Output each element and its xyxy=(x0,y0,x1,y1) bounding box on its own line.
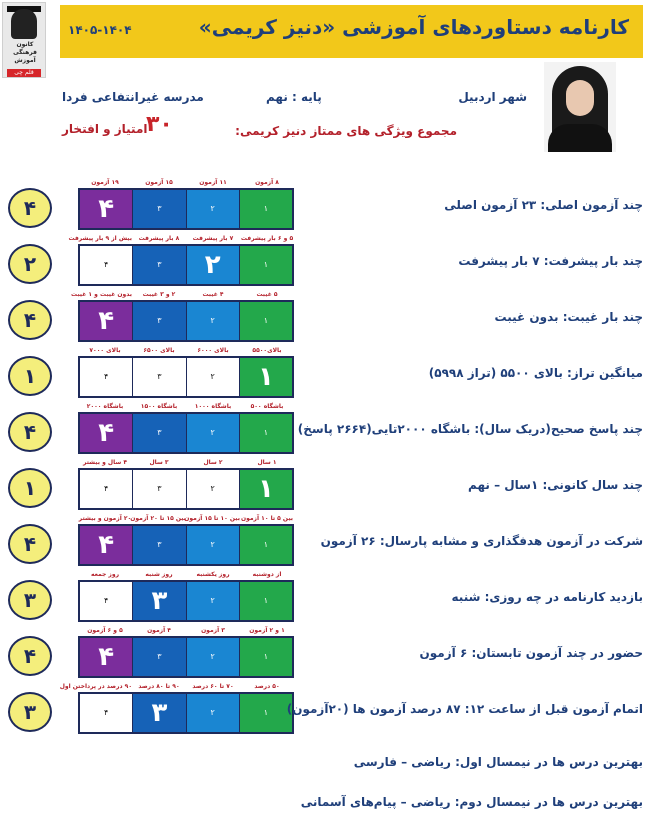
tier-label: ۱۹ آزمون xyxy=(91,179,119,186)
tier-box-selected: ۴ xyxy=(80,638,132,676)
tier-label: بالای ۶۵۰۰ xyxy=(143,347,175,354)
tier-box: ۲ xyxy=(187,414,239,452)
tier-label: ۴ آزمون xyxy=(147,627,171,634)
achievement-row xyxy=(0,628,647,680)
tier-box-selected: ۱ xyxy=(240,470,292,508)
tier-box: ۲ xyxy=(187,638,239,676)
tier-boxes xyxy=(78,412,294,454)
logo-band: قلم چی xyxy=(7,69,41,77)
tier-label: باشگاه ۱۰۰۰ xyxy=(194,403,232,410)
tier-box: ۳ xyxy=(133,358,185,396)
tier-label: ۵۰ درصد xyxy=(254,683,280,690)
tier-label: ۸ بار پیشرفت xyxy=(138,235,180,242)
tier-label: ۱ سال xyxy=(257,459,277,466)
tier-label: ۸ آزمون xyxy=(255,179,279,186)
achievement-row xyxy=(0,236,647,288)
tier-box-selected: ۴ xyxy=(80,526,132,564)
tier-label: بالای۵۵۰۰ xyxy=(252,347,282,354)
row-description: چند پاسخ صحیح(دریک سال): باشگاه ۲۰۰۰تایی(۲۶۶۴ پاسخ) xyxy=(297,422,643,436)
tier-box: ۳ xyxy=(133,246,185,284)
tier-label: ۱۵ آزمون xyxy=(145,179,173,186)
tier-label: باشگاه ۱۵۰۰ xyxy=(140,403,178,410)
logo-line-3: آموزش xyxy=(14,57,36,64)
total-score: ۳۰ xyxy=(146,112,173,137)
tier-label: ۲۰ آزمون و بیشتر xyxy=(78,515,132,522)
achievement-row xyxy=(0,180,647,232)
row-description: چند بار پیشرفت: ۷ بار پیشرفت xyxy=(458,254,643,268)
tier-box-selected: ۴ xyxy=(80,302,132,340)
tier-label: ۵ و ۶ بار پیشرفت xyxy=(240,235,294,242)
tier-label: باشگاه ۵۰۰ xyxy=(250,403,284,410)
achievement-row xyxy=(0,292,647,344)
tier-boxes xyxy=(78,244,294,286)
tier-box: ۲ xyxy=(187,694,239,732)
row-score-circle: ۴ xyxy=(8,636,52,676)
row-score-circle: ۱ xyxy=(8,468,52,508)
tier-box: ۱ xyxy=(240,414,292,452)
graduate-figure-icon xyxy=(11,9,37,39)
tier-label: ۲ و ۳ غیبت xyxy=(142,291,176,298)
row-score-circle: ۳ xyxy=(8,692,52,732)
tier-box: ۳ xyxy=(133,526,185,564)
tier-label: ۱ و ۲ آزمون xyxy=(249,627,285,634)
tier-label: بین ۱۰ تا ۱۵ آزمون xyxy=(184,515,240,522)
tier-label: بدون غیبت و ۱ غیبت xyxy=(70,291,132,298)
tier-boxes xyxy=(78,636,294,678)
student-photo xyxy=(544,62,616,152)
tier-label: بالای ۶۰۰۰ xyxy=(197,347,229,354)
tier-box: ۱ xyxy=(240,526,292,564)
tier-box: ۴ xyxy=(80,470,132,508)
tier-label: بالای ۷۰۰۰ xyxy=(89,347,121,354)
tier-boxes xyxy=(78,692,294,734)
tier-label: بین ۱۵ تا ۲۰ آزمون xyxy=(130,515,186,522)
row-score-circle: ۴ xyxy=(8,188,52,228)
best-subjects-first-half: بهترین درس ها در نیمسال اول: ریاضی – فارسی xyxy=(353,755,643,769)
tier-box-selected: ۳ xyxy=(133,582,185,620)
tier-box: ۲ xyxy=(187,526,239,564)
tier-label: روز یکشنبه xyxy=(196,571,230,578)
tier-boxes xyxy=(78,580,294,622)
tier-box: ۲ xyxy=(187,470,239,508)
tier-box: ۴ xyxy=(80,582,132,620)
achievement-row xyxy=(0,572,647,624)
tier-box-selected: ۳ xyxy=(133,694,185,732)
kanoon-logo xyxy=(2,2,46,78)
row-description: حضور در چند آزمون تابستان: ۶ آزمون xyxy=(419,646,643,660)
tier-boxes xyxy=(78,524,294,566)
tier-boxes xyxy=(78,188,294,230)
row-description: چند بار غیبت: بدون غیبت xyxy=(494,310,643,324)
row-score-circle: ۲ xyxy=(8,244,52,284)
achievement-row xyxy=(0,348,647,400)
tier-box: ۱ xyxy=(240,190,292,228)
row-score-circle: ۴ xyxy=(8,412,52,452)
tier-label: ۲ سال xyxy=(203,459,223,466)
tier-box: ۴ xyxy=(80,358,132,396)
tier-label: ۴ غیبت xyxy=(202,291,224,298)
title-bar xyxy=(60,5,643,58)
tier-label: باشگاه ۲۰۰۰ xyxy=(86,403,124,410)
tier-label: ۱۱ آزمون xyxy=(199,179,227,186)
student-grade: پایه : نهم xyxy=(266,90,322,104)
tier-box: ۳ xyxy=(133,302,185,340)
tier-label: ۹۰ درصد در پرداختن اول xyxy=(59,683,132,690)
achievement-row xyxy=(0,460,647,512)
row-score-circle: ۴ xyxy=(8,300,52,340)
best-subjects-second-half: بهترین درس ها در نیمسال دوم: ریاضی – پیام‌های آسمانی xyxy=(300,795,643,809)
tier-label: بین ۵ تا ۱۰ آزمون xyxy=(240,515,294,522)
row-description: بازدید کارنامه در چه روزی: شنبه xyxy=(451,590,643,604)
tier-label: ۳ سال xyxy=(149,459,169,466)
tier-label: ۹۰ تا ۸۰ درصد xyxy=(138,683,180,690)
tier-box: ۴ xyxy=(80,694,132,732)
row-score-circle: ۱ xyxy=(8,356,52,396)
student-city: شهر اردبیل xyxy=(458,90,527,104)
row-score-circle: ۴ xyxy=(8,524,52,564)
tier-box: ۴ xyxy=(80,246,132,284)
tier-box: ۱ xyxy=(240,694,292,732)
achievement-row xyxy=(0,404,647,456)
logo-line-1: کانون xyxy=(16,41,34,48)
row-description: چند آزمون اصلی: ۲۳ آزمون اصلی xyxy=(444,198,643,212)
tier-box: ۱ xyxy=(240,582,292,620)
tier-label: ۷ بار پیشرفت xyxy=(192,235,234,242)
row-description: اتمام آزمون قبل از ساعت ۱۲: ۸۷ درصد آزمون ها (۲۰آزمون) xyxy=(286,702,643,716)
tier-label: از دوشنبه xyxy=(252,571,282,578)
tier-box-selected: ۱ xyxy=(240,358,292,396)
tier-box: ۳ xyxy=(133,638,185,676)
tier-box: ۳ xyxy=(133,470,185,508)
tier-box: ۲ xyxy=(187,582,239,620)
tier-label: بیش از ۹ بار پیشرفت xyxy=(68,235,132,242)
tier-box: ۱ xyxy=(240,302,292,340)
tier-boxes xyxy=(78,468,294,510)
page-title: کارنامه دستاوردهای آموزشی «دنیز کریمی» xyxy=(198,15,629,39)
tier-box: ۳ xyxy=(133,190,185,228)
tier-box: ۲ xyxy=(187,358,239,396)
tier-label: روز شنبه xyxy=(145,571,173,578)
tier-boxes xyxy=(78,356,294,398)
tier-label: ۷۰ تا ۶۰ درصد xyxy=(192,683,234,690)
logo-line-2: فرهنگی xyxy=(13,49,37,56)
tier-label: ۴ سال و بیشتر xyxy=(82,459,128,466)
student-school: مدرسه غیرانتفاعی فردا xyxy=(62,90,204,104)
row-description: چند سال کانونی: ۱سال – نهم xyxy=(468,478,643,492)
row-description: میانگین تراز: بالای ۵۵۰۰ (تراز ۵۹۹۸) xyxy=(428,366,643,380)
tier-box-selected: ۴ xyxy=(80,190,132,228)
row-score-circle: ۳ xyxy=(8,580,52,620)
achievement-row xyxy=(0,516,647,568)
tier-box-selected: ۴ xyxy=(80,414,132,452)
tier-label: ۵ غیبت xyxy=(256,291,278,298)
tier-label: ۳ آزمون xyxy=(201,627,225,634)
tier-boxes xyxy=(78,300,294,342)
tier-label: روز جمعه xyxy=(90,571,120,578)
academic-years: ۱۴۰۵-۱۴۰۴ xyxy=(68,23,132,37)
tier-label: ۵ و ۶ آزمون xyxy=(87,627,123,634)
achievement-row xyxy=(0,684,647,736)
features-label: مجموع ویژگی های ممتاز دنیز کریمی: xyxy=(235,124,457,138)
total-score-label: امتیاز و افتخار xyxy=(62,122,148,136)
tier-box: ۲ xyxy=(187,190,239,228)
row-description: شرکت در آزمون هدفگذاری و مشابه پارسال: ۲۶ آزمون xyxy=(320,534,643,548)
tier-box: ۲ xyxy=(187,302,239,340)
tier-box-selected: ۲ xyxy=(187,246,239,284)
tier-box: ۱ xyxy=(240,638,292,676)
tier-box: ۳ xyxy=(133,414,185,452)
tier-box: ۱ xyxy=(240,246,292,284)
